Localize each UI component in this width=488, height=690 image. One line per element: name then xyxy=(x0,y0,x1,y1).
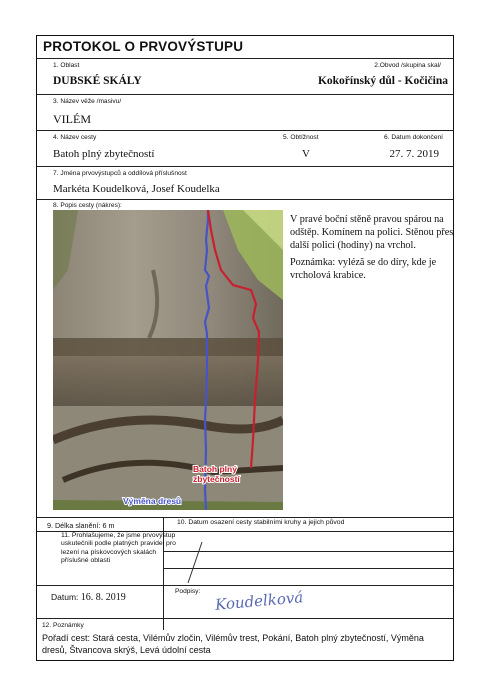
divider xyxy=(37,585,163,586)
notes-value: Pořadí cest: Stará cesta, Vilémův zločin, Vilémův trest, Pokání, Batoh plný zbytečností, Výměna dresů, Štvancova skrýš, Levá údolní cesta xyxy=(42,633,424,655)
route-description xyxy=(290,213,454,286)
other-route-label: Výměna dresů xyxy=(123,496,182,506)
date-field xyxy=(51,592,126,603)
area-label: 1. Oblast xyxy=(53,62,80,69)
tower-value: VILÉM xyxy=(53,112,91,126)
divider xyxy=(37,517,453,518)
completion-label: 6. Datum dokončení xyxy=(383,134,443,141)
signature: Koudelková xyxy=(214,588,304,614)
declaration-text: 11. Prohlašujeme, že jsme prvovýstup uskutečnili podle platných pravidel pro lezení na pískovcových skalách příslušné oblasti xyxy=(61,532,176,564)
completion-value: 27. 7. 2019 xyxy=(389,148,439,160)
route-value: Batoh plný zbytečností xyxy=(53,148,155,160)
route-photo xyxy=(53,210,283,510)
route-label-line1: Batoh plný xyxy=(193,464,237,474)
divider xyxy=(37,58,453,59)
divider xyxy=(37,94,453,95)
divider xyxy=(37,130,453,131)
tower-label: 3. Název věže /masivu/ xyxy=(53,98,122,105)
rappel-value: 6 m xyxy=(102,521,115,530)
date-label: Datum: xyxy=(51,592,79,602)
area-value: DUBSKÉ SKÁLY xyxy=(53,75,142,87)
protocol-form xyxy=(36,35,454,661)
district-value: Kokořínský důl - Kočičina xyxy=(317,75,448,87)
divider xyxy=(37,618,453,619)
signatures-label: Podpisy: xyxy=(175,588,201,595)
description-label: 8. Popis cesty (nákres): xyxy=(53,202,122,209)
rappel-label xyxy=(47,521,115,530)
description-text: V pravé boční stěně pravou spárou na odštěp. Komínem na polici. Stěnou přes další polici (hodiny) na vrchol. xyxy=(290,214,454,251)
route-label-line2: zbytečností xyxy=(193,474,240,484)
cliff-photo-drawing xyxy=(53,210,283,510)
divider xyxy=(37,199,453,200)
climbers-value: Markéta Koudelková, Josef Koudelka xyxy=(53,183,220,195)
difficulty-label: 5. Obtížnost xyxy=(283,134,319,141)
difficulty-value: V xyxy=(302,148,310,160)
divider xyxy=(37,166,453,167)
bolts-label: 10. Datum osazení cesty stabilními kruhy a jejich původ xyxy=(177,519,345,526)
district-label: 2.Obvod /skupina skal/ xyxy=(374,62,441,69)
description-note: Poznámka: vyléză se do díry, kde je vrcholová krabice. xyxy=(290,257,437,281)
date-value: 16. 8. 2019 xyxy=(80,592,126,603)
notes-label: 12. Poznámky xyxy=(42,622,84,629)
rappel-label-text: 9. Délka slanění: xyxy=(47,521,101,530)
climbers-label: 7. Jména prvovýstupců a oddílová příslušnost xyxy=(53,170,187,177)
route-label: 4. Název cesty xyxy=(53,134,97,141)
strike-line xyxy=(182,539,212,589)
form-title: PROTOKOL O PRVOVÝSTUPU xyxy=(43,39,244,54)
